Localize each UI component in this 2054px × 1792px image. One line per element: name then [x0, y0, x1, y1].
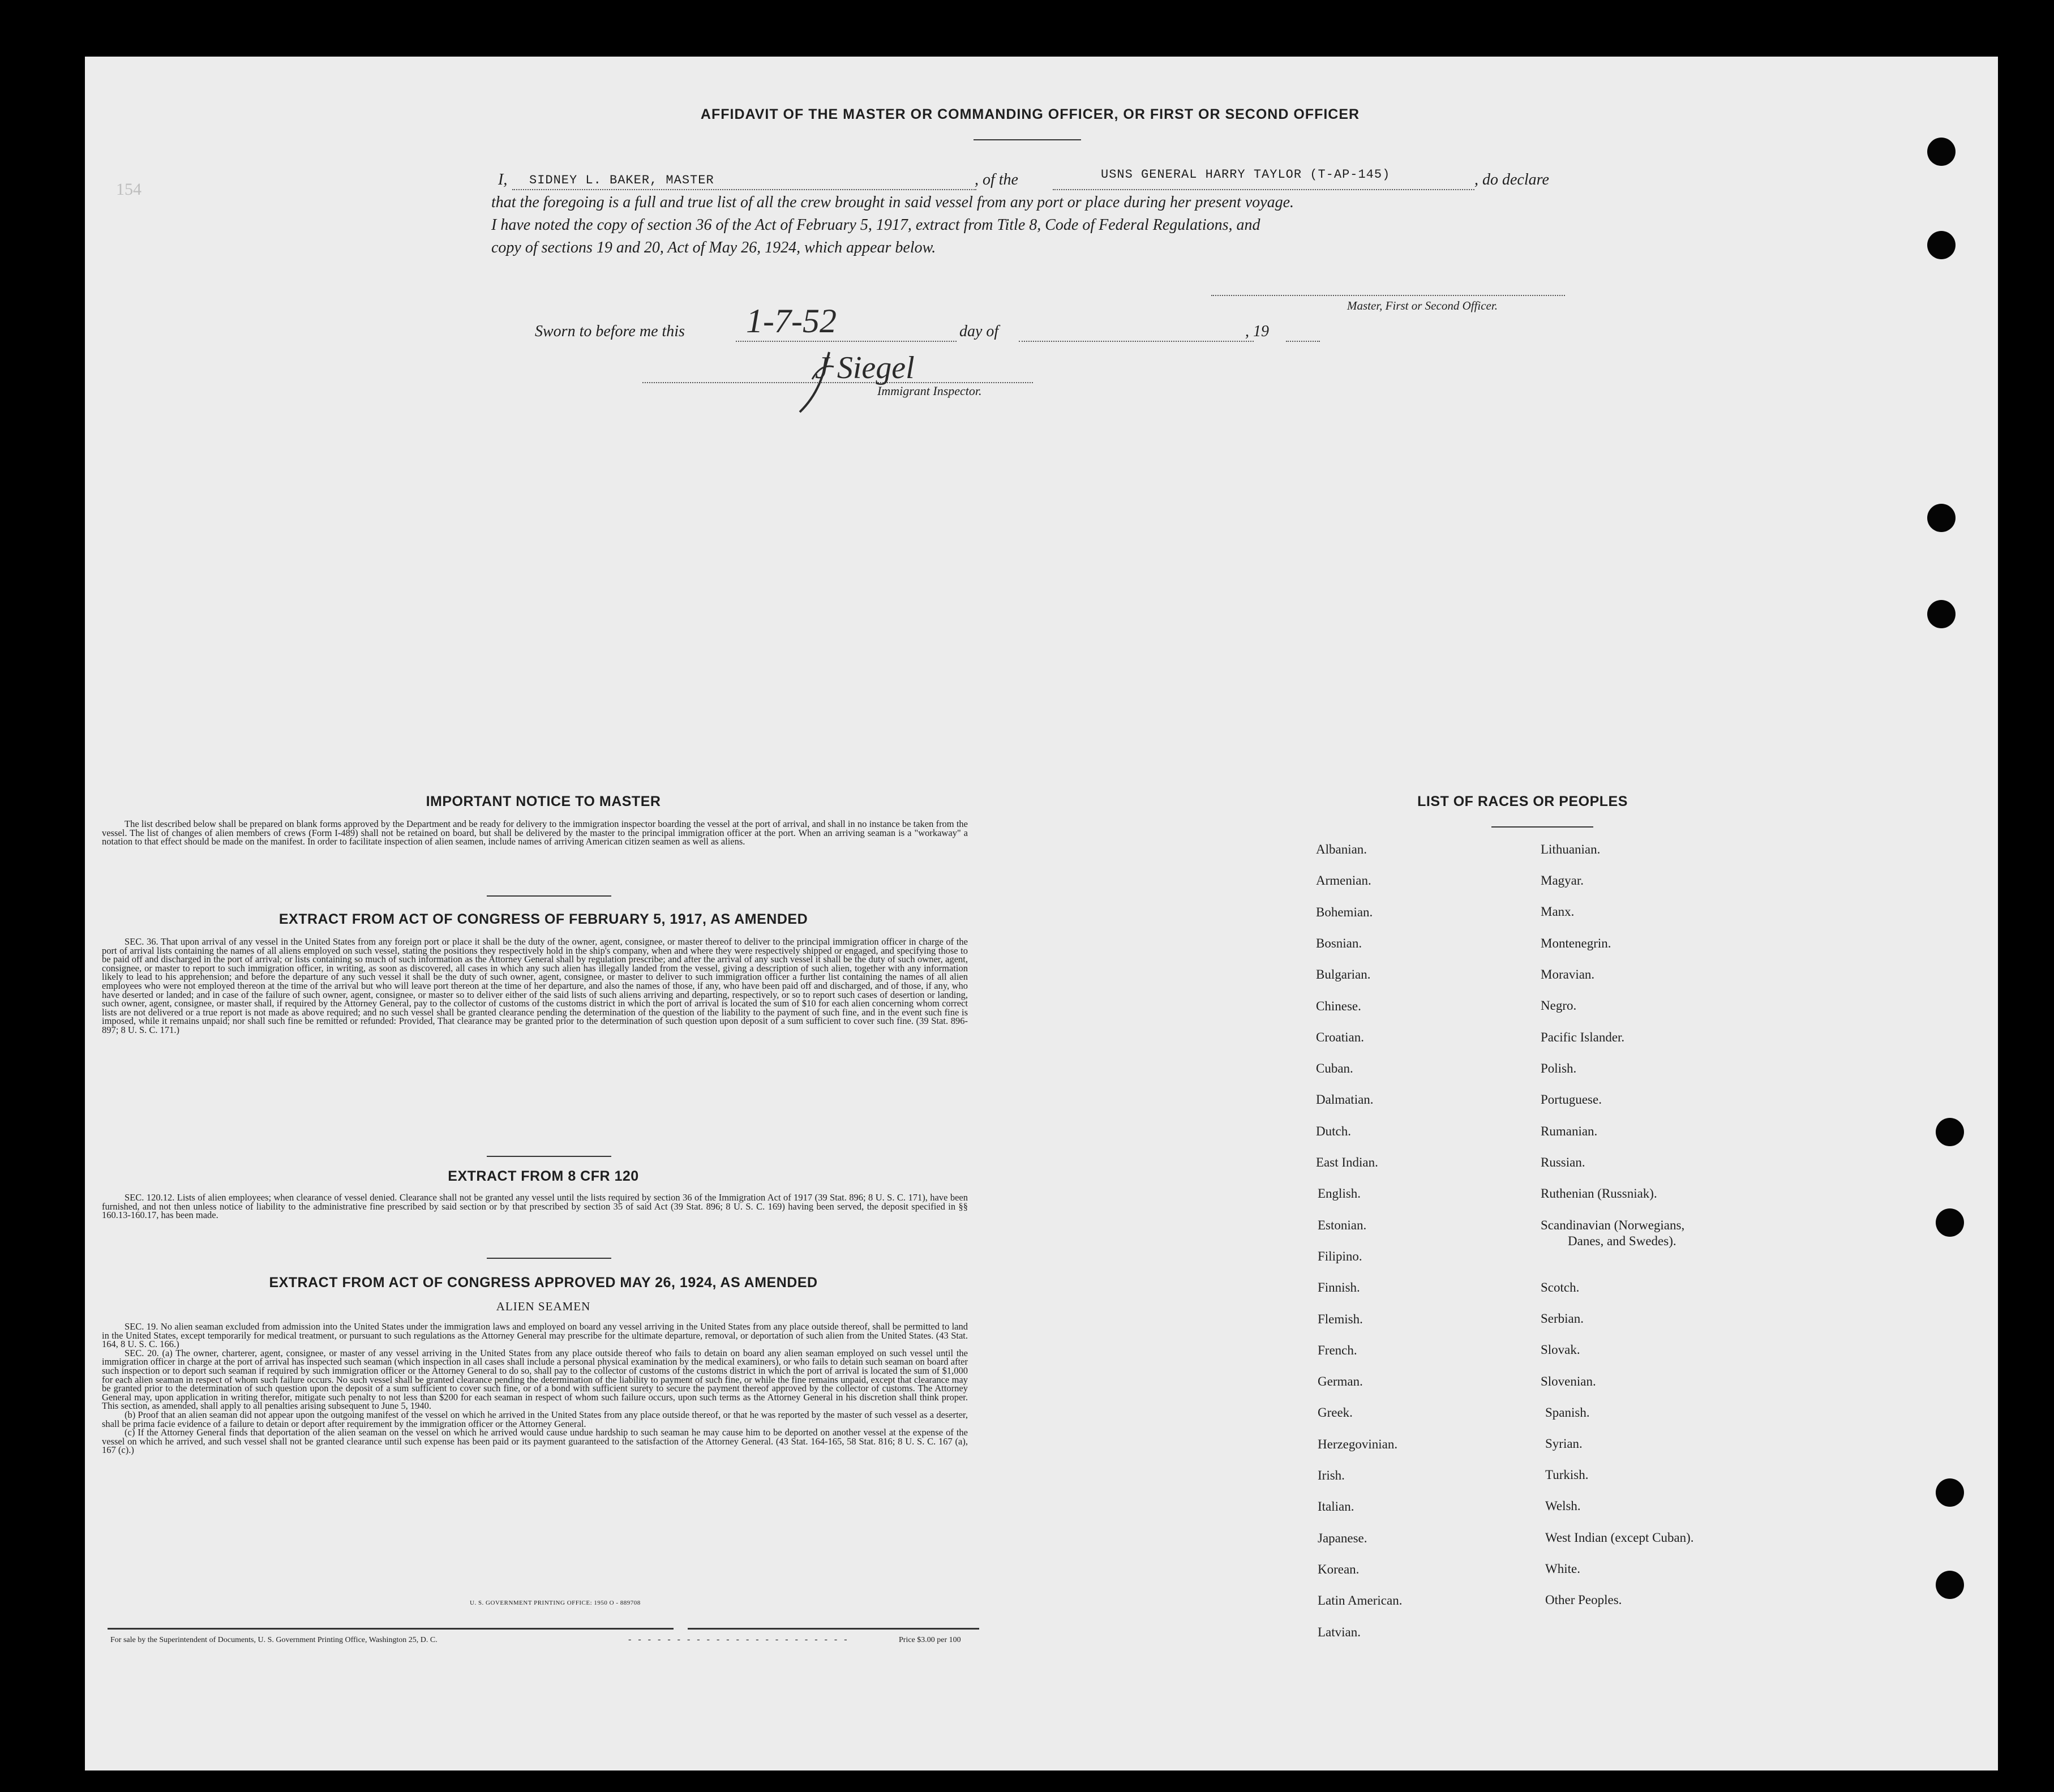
- page-number: 154: [116, 180, 141, 199]
- vessel-line: [1053, 189, 1474, 190]
- race-item: Armenian.: [1316, 873, 1371, 888]
- race-item: White.: [1545, 1562, 1580, 1576]
- notice-heading: IMPORTANT NOTICE TO MASTER: [426, 794, 661, 809]
- race-item: German.: [1318, 1374, 1363, 1389]
- extract-cfr-heading: EXTRACT FROM 8 CFR 120: [448, 1168, 639, 1184]
- race-item: Cuban.: [1316, 1061, 1353, 1076]
- race-item: Bosnian.: [1316, 936, 1362, 950]
- sec-36-text: SEC. 36. That upon arrival of any vessel in the United States from any foreign port or place it shall be the duty of the owner, agent, consignee, or master thereof to deliver to the principal immigration officer in charge of the port of arrival lists containing the names of all aliens employed on such vessel, stating the positions they respectively hold in the ship's company, when and where they were respectively shipped or engaged, and specifying those to be paid off and discharged in the port of arrival; or lists containing so much of such information as the Attorney General shall by regulation prescribe; and after the arrival of any such vessel it shall be the duty of such owner, agent, consignee, or master to report to such immigration officer, in writing, as soon as discovered, all cases in which any such alien has illegally landed from the vessel, giving a description of such alien, together with any information likely to lead to his apprehension; and before the departure of any such vessel it shall be the duty of such owner, agent, consignee, or master to deliver to such immigration officer a further list containing the names of all alien employees who were not employed thereon at the time of the arrival but who will leave port thereon at the time of her departure, and also the names of those, if any, who have been paid off and discharged, and of those, if any, who have deserted or landed; and in case of the failure of such owner, agent, consignee, or master so to deliver either of the said lists of such aliens arriving and departing, respectively, or so to report such cases of desertion or landing, such owner, agent, consignee, or master shall, if required by the Attorney General, pay to the collector of customs of the customs district in which the port of arrival is located the sum of $10 for each alien concerning whom correct lists are not delivered or a true report is not made as above required; and no such vessel shall be granted clearance pending the determination of the question of the liability to the payment of such fine, and in the event such fine is imposed, while it remains unpaid; nor shall such fine be remitted or refunded: Provided, That clearance may be granted prior to the determination of such question upon deposit of a sum sufficient to cover such fine. (39 Stat. 896-897; 8 U. S. C. 171.): [102, 936, 968, 1035]
- footer-right: Price $3.00 per 100: [899, 1636, 961, 1644]
- punch-hole: [1936, 1571, 1964, 1599]
- sec-20c-text: (c) If the Attorney General finds that deportation of the alien seaman on the vessel on which he arrived would cause undue hardship to such seaman he may cause him to be deported on another vessel at the expense of the vessel on which he arrived, and such vessel shall not be granted clearance until such expense has been paid or its payment guaranteed to the satisfaction of the Attorney General. (43 Stat. 164-165, 58 Stat. 816; 8 U. S. C. 167 (a), 167 (c).): [102, 1427, 968, 1456]
- name-line: [512, 189, 976, 190]
- vessel-name: USNS GENERAL HARRY TAYLOR (T-AP-145): [1101, 168, 1391, 182]
- master-caption: Master, First or Second Officer.: [1347, 299, 1498, 312]
- race-item: Flemish.: [1318, 1311, 1363, 1326]
- race-item: Russian.: [1541, 1155, 1585, 1169]
- race-item: Dalmatian.: [1316, 1092, 1374, 1107]
- footer-rule: [108, 1628, 674, 1630]
- day-of-label: day of: [959, 323, 999, 340]
- race-item: Pacific Islander.: [1541, 1030, 1625, 1044]
- races-heading: LIST OF RACES OR PEOPLES: [1417, 794, 1628, 809]
- race-item: Estonian.: [1318, 1217, 1367, 1232]
- sworn-date: 1-7-52: [746, 302, 837, 340]
- race-item: Slovenian.: [1541, 1374, 1596, 1388]
- sec-20b-text: (b) Proof that an alien seaman did not appear upon the outgoing manifest of the vessel on which he arrived in the United States from any place outside thereof, or that he was reported by the master of such vessel as a deserter, shall be prima facie evidence of a failure to detain or deport after requirement by the immigration officer or the Attorney General.: [102, 1409, 968, 1429]
- race-item: East Indian.: [1316, 1155, 1378, 1169]
- race-item: Portuguese.: [1541, 1092, 1602, 1107]
- race-item: Lithuanian.: [1541, 842, 1601, 856]
- race-item: Korean.: [1318, 1562, 1360, 1576]
- race-item: Greek.: [1318, 1405, 1353, 1420]
- race-item: Spanish.: [1545, 1405, 1590, 1420]
- race-item: Syrian.: [1545, 1437, 1583, 1451]
- race-item: French.: [1318, 1343, 1357, 1357]
- affidavit-title: AFFIDAVIT OF THE MASTER OR COMMANDING OFFICER, OR FIRST OR SECOND OFFICER: [700, 106, 1360, 122]
- footer-dashes: - - - - - - - - - - - - - - - - - - - - - - -: [628, 1635, 850, 1644]
- race-item: Italian.: [1318, 1499, 1354, 1514]
- extract-cfr-body: [102, 1193, 968, 1220]
- race-item: Herzegovinian.: [1318, 1437, 1398, 1451]
- master-name: SIDNEY L. BAKER, MASTER: [529, 173, 714, 187]
- printing-office-line: U. S. GOVERNMENT PRINTING OFFICE: 1950 O - 889708: [470, 1600, 641, 1606]
- race-item: Montenegrin.: [1541, 936, 1611, 950]
- notice-body: [102, 820, 968, 846]
- race-item: Scandinavian (Norwegians,: [1541, 1218, 1685, 1232]
- title-underline: [974, 139, 1081, 140]
- divider: [487, 1258, 611, 1259]
- sec-20a-text: SEC. 20. (a) The owner, charterer, agent, consignee, or master of any vessel arriving in the United States from any place outside thereof who fails to detain on board any alien seaman employed on such vessel until the immigration officer in charge at the port of arrival has inspected such seaman (which inspection in all cases shall include a personal physical examination by the medical examiners), or who fails to detain such seaman on board after such inspection or to deport such seaman if required by such immigration officer or the Attorney General to do so, shall pay to the collector of customs of the customs district in which the port of arrival is located the sum of $1,000 for each alien seaman in respect of whom such failure occurs. No such vessel shall be granted clearance pending the determination of the liability to payment of such fine, or while the fine remains unpaid, except that clearance may be granted prior to the determination of such question upon the deposit of a sum sufficient to cover such fine, or of a bond with sufficient surety to secure the payment thereof approved by the collector of customs. The Attorney General may, upon application in writing therefor, mitigate such penalty to not less than $200 for each seaman in respect of whom such failure occurs, upon such terms as the Attorney General in his discretion shall think proper. This section, as amended, shall apply to all penalties arising subsequent to June 5, 1940.: [102, 1347, 968, 1412]
- punch-hole: [1936, 1478, 1964, 1507]
- of-the-label: , of the: [975, 171, 1018, 188]
- race-item: Serbian.: [1541, 1311, 1584, 1326]
- race-item: Croatian.: [1316, 1030, 1364, 1044]
- race-item: Polish.: [1541, 1061, 1577, 1075]
- race-item: Welsh.: [1545, 1499, 1581, 1513]
- race-item: Other Peoples.: [1545, 1593, 1622, 1607]
- race-item: Manx.: [1541, 904, 1575, 919]
- year-line: [1286, 341, 1320, 342]
- extract-1924-body: [102, 1322, 968, 1455]
- master-signature-line: [1211, 295, 1565, 296]
- divider: [487, 1156, 611, 1157]
- race-item: Irish.: [1318, 1468, 1345, 1482]
- affidavit-I: I,: [498, 171, 508, 188]
- race-item: Japanese.: [1318, 1531, 1367, 1545]
- race-item: Filipino.: [1318, 1249, 1362, 1263]
- extract-1917-body: [102, 937, 968, 1035]
- punch-hole: [1927, 138, 1956, 166]
- race-item: Moravian.: [1541, 967, 1595, 981]
- race-item: Bulgarian.: [1316, 967, 1371, 982]
- do-declare-label: , do declare: [1474, 171, 1549, 188]
- race-item: Bohemian.: [1316, 904, 1373, 919]
- divider: [487, 895, 611, 897]
- extract-1917-heading: EXTRACT FROM ACT OF CONGRESS OF FEBRUARY 5, 1917, AS AMENDED: [278, 911, 808, 927]
- race-item: Magyar.: [1541, 873, 1584, 888]
- punch-hole: [1936, 1118, 1964, 1146]
- race-item: Danes, and Swedes).: [1568, 1234, 1676, 1248]
- race-item: Ruthenian (Russniak).: [1541, 1186, 1657, 1201]
- race-item: English.: [1318, 1186, 1361, 1201]
- race-item: Latvian.: [1318, 1624, 1361, 1639]
- alien-seamen-subheading: ALIEN SEAMEN: [496, 1300, 591, 1313]
- affidavit-line-2: that the foregoing is a full and true list of all the crew brought in said vessel from any port or place during her present voyage.: [491, 194, 1294, 211]
- race-item: Finnish.: [1318, 1280, 1360, 1295]
- extract-1924-heading: EXTRACT FROM ACT OF CONGRESS APPROVED MAY 26, 1924, AS AMENDED: [269, 1275, 818, 1291]
- sec-120-12-text: SEC. 120.12. Lists of alien employees; when clearance of vessel denied. Clearance shall not be granted any vessel until the lists required by section 36 of the Immigration Act of 1917 (39 Stat. 896; 8 U. S. C. 171), have been furnished, and not then unless notice of liability to the administrative fine prescribed by said section or by that prescribed by section 35 of said Act (39 Stat. 896; 8 U. S. C. 169) having been served, the deposit specified in §§ 160.13-160.17, has been made.: [102, 1192, 968, 1221]
- punch-hole: [1927, 600, 1956, 628]
- footer-left: For sale by the Superintendent of Documents, U. S. Government Printing Office, Washington 25, D. C.: [110, 1636, 438, 1644]
- inspector-signature: J Siegel: [815, 350, 915, 385]
- sec-19-text: SEC. 19. No alien seaman excluded from admission into the United States under the immigration laws and employed on board any vessel arriving in the United States from any place outside thereof, shall be permitted to land in the United States, except temporarily for medical treatment, or pursuant to such regulations as the Attorney General may prescribe for the ultimate departure, removal, or deportation of such alien from the United States. (43 Stat. 164, 8 U. S. C. 166.): [102, 1321, 968, 1350]
- race-item: Scotch.: [1541, 1280, 1580, 1294]
- month-line: [1019, 341, 1254, 342]
- race-item: Chinese.: [1316, 998, 1361, 1013]
- sworn-label: Sworn to before me this: [535, 323, 685, 340]
- footer-rule: [688, 1628, 979, 1630]
- affidavit-line-3: I have noted the copy of section 36 of the Act of February 5, 1917, extract from Title 8, Code of Federal Regulations, and: [491, 216, 1260, 234]
- affidavit-line-4: copy of sections 19 and 20, Act of May 26, 1924, which appear below.: [491, 239, 936, 256]
- race-item: Slovak.: [1541, 1343, 1580, 1357]
- year-prefix: , 19: [1245, 323, 1269, 340]
- race-item: Rumanian.: [1541, 1124, 1598, 1138]
- inspector-caption: Immigrant Inspector.: [877, 384, 982, 398]
- races-underline: [1491, 826, 1593, 828]
- race-item: Albanian.: [1316, 842, 1367, 856]
- race-item: Turkish.: [1545, 1468, 1589, 1482]
- punch-hole: [1927, 504, 1956, 532]
- race-item: Latin American.: [1318, 1593, 1403, 1608]
- notice-text: The list described below shall be prepared on blank forms approved by the Department and be ready for delivery to the immigration inspector boarding the vessel at the port of arrival, and shall in no instance be taken from the vessel. The list of changes of alien members of crews (Form I-489) shall not be retained on board, but shall be delivered by the master to the principal immigration officer at the port. When an arriving seaman is a "workaway" a notation to that effect should be made on the manifest. In order to facilitate inspection of alien seamen, include names of arriving American citizen seamen as well as aliens.: [102, 818, 968, 847]
- punch-hole: [1936, 1208, 1964, 1237]
- race-item: Dutch.: [1316, 1124, 1351, 1138]
- punch-hole: [1927, 231, 1956, 259]
- race-item: Negro.: [1541, 998, 1577, 1013]
- race-item: West Indian (except Cuban).: [1545, 1531, 1694, 1545]
